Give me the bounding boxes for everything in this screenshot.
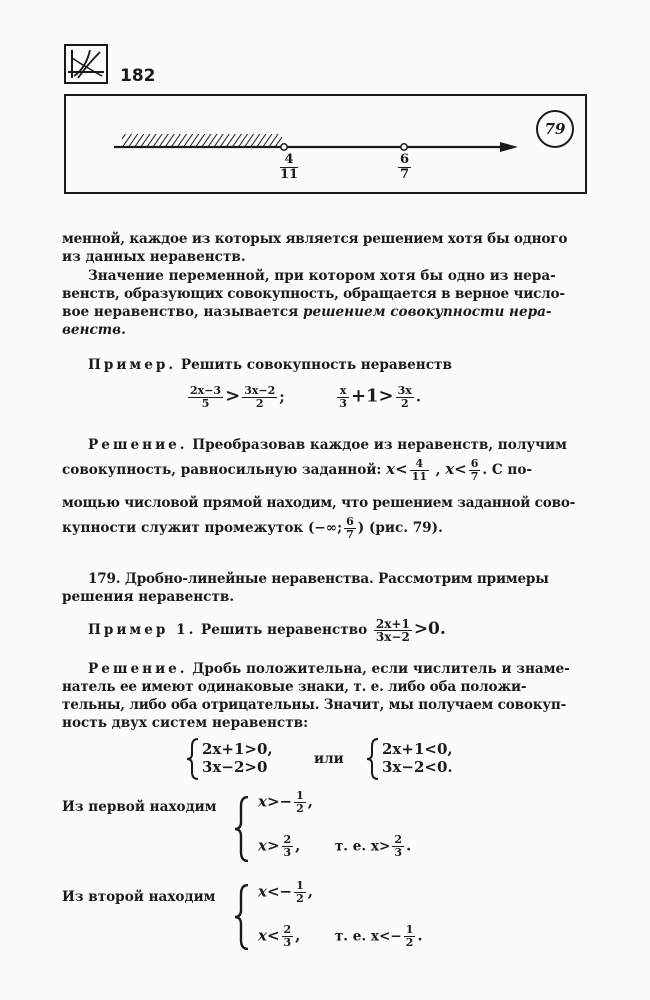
solution-1-line-2: совокупность, равносильную заданной: x< $\frac{4}{11}$ , x< $\frac{6}{7}$ . С по- — [62, 457, 533, 483]
solution-1-line-1: Решение. Преобразовав каждое из неравенств, получим — [88, 437, 567, 453]
first-system-label: Из первой находим — [62, 799, 217, 815]
solution-2-line-2: натель ее имеют одинаковые знаки, т. е. либо оба положи- — [62, 679, 527, 695]
definition-term: решением совокупности нера- — [302, 304, 552, 320]
para-2-line-4: венств. — [62, 322, 126, 338]
arrow-head — [500, 142, 518, 152]
brace-left-2 — [366, 738, 380, 780]
first-row-1: x>− $\frac{1}{2}$ , — [258, 789, 313, 815]
page-number: 182 — [120, 66, 156, 86]
solution-2-line-1: Решение. Дробь положительна, если числитель и знаме- — [88, 661, 570, 677]
para-2-line-2: венств, образующих совокупность, обращается в верное число- — [62, 286, 565, 302]
brace-left-1 — [186, 738, 200, 780]
system-1-row-1: 2x+1>0, — [202, 740, 273, 758]
label-4-11: 4 11 — [280, 152, 299, 182]
brace-second — [234, 884, 250, 950]
fraction: $\frac{3x}{2}$ — [397, 384, 412, 410]
solution-2-line-4: ность двух систем неравенств: — [62, 715, 309, 731]
point-4-11 — [281, 144, 287, 150]
solution-2-line-3: тельны, либо оба отрицательны. Значит, мы получаем совокуп- — [62, 697, 567, 713]
para-2-line-3: вое неравенство, называется решением совокупности нера- — [62, 304, 552, 320]
second-row-1: x<− $\frac{1}{2}$ , — [258, 879, 313, 905]
figure-79 — [64, 94, 587, 194]
system-2-row-2: 3x−2<0. — [382, 758, 453, 776]
fraction: $\frac{x}{3}$ — [339, 384, 347, 410]
para-1-line-2: из данных неравенств. — [62, 249, 246, 265]
brace-first — [234, 796, 250, 862]
system-or: или — [314, 751, 344, 767]
section-179-title: 179. Дробно-линейные неравенства. Рассмотрим примеры — [88, 571, 549, 587]
section-179-title-line-2: решения неравенств. — [62, 589, 235, 605]
example-1-heading: Пример. Решить совокупность неравенств — [88, 357, 452, 373]
second-row-2: x< $\frac{2}{3}$ , т. е. x<− $\frac{1}{2}$ . — [258, 923, 423, 949]
para-2-line-1: Значение переменной, при котором хотя бы одно из нера- — [88, 268, 556, 284]
system-1-row-2: 3x−2>0 — [202, 758, 268, 776]
hatched-region — [122, 134, 282, 146]
point-6-7 — [401, 144, 407, 150]
para-1-line-1: менной, каждое из которых является решением хотя бы одного — [62, 231, 568, 247]
fraction: $\frac{3x-2}{2}$ — [244, 384, 276, 410]
solution-1-line-3: мощью числовой прямой находим, что решением заданной сово- — [62, 495, 576, 511]
first-row-2: x> $\frac{2}{3}$ , т. е. x> $\frac{2}{3}$ . — [258, 833, 412, 859]
figure-number-badge: 79 — [536, 110, 574, 148]
graph-logo-icon — [64, 44, 108, 84]
label-6-7: 6 7 — [400, 152, 410, 182]
system-2-row-1: 2x+1<0, — [382, 740, 453, 758]
example-2-heading: Пример 1. Решить неравенство $\frac{2x+1}{3x-2}$ >0. — [88, 617, 446, 644]
solution-1-line-4: купности служит промежуток (−∞; $\frac{6}{7}$ ) (рис. 79). — [62, 515, 443, 541]
example-1-formula: $\frac{2x-3}{5}$ > $\frac{3x-2}{2}$ ; $\frac{x}{3}$ +1> $\frac{3x}{2}$ . — [190, 384, 422, 410]
second-system-label: Из второй находим — [62, 889, 216, 905]
fraction: $\frac{2x-3}{5}$ — [190, 384, 222, 410]
